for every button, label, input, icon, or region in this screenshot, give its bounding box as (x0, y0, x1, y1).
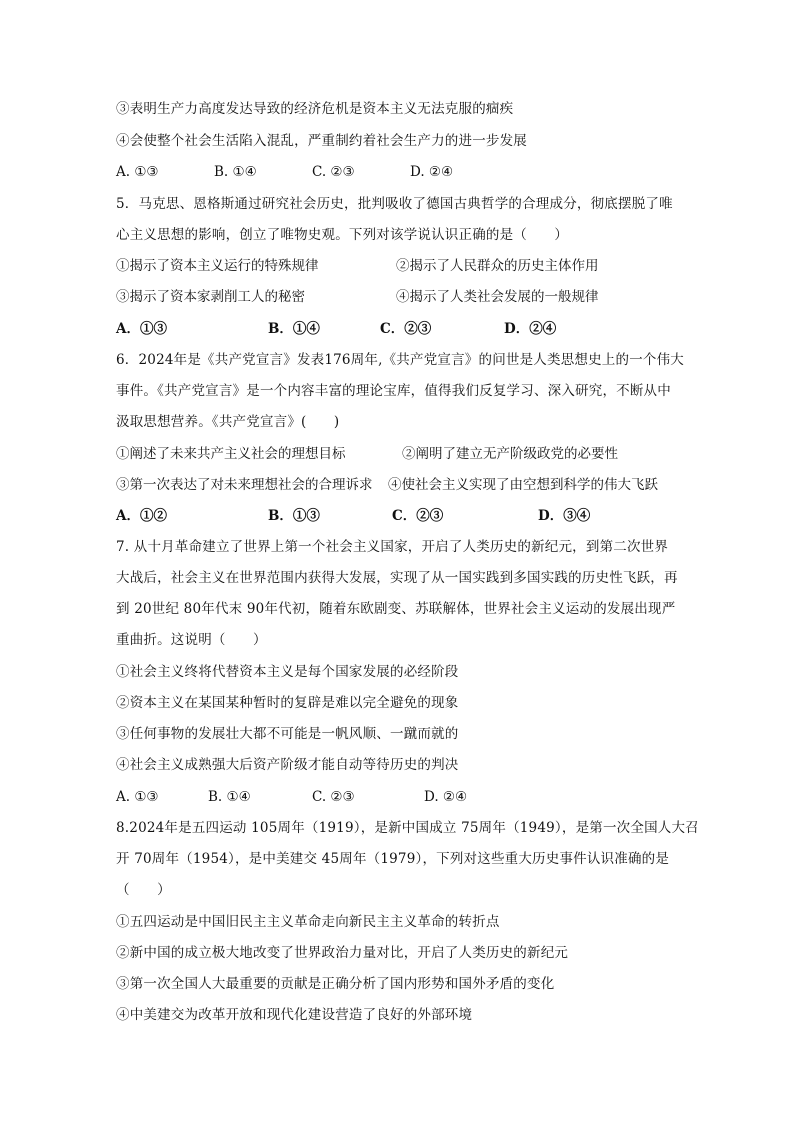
q8-option-1: ①五四运动是中国旧民主主义革命走向新民主主义革命的转折点 (116, 914, 500, 930)
q4-choice-c: C. ②③ (312, 164, 355, 180)
q5-option-4: ④揭示了人类社会发展的一般规律 (396, 289, 599, 305)
q6-options-row-1 (116, 445, 696, 463)
q5-options-row-1 (116, 257, 696, 275)
q7-stem-line-2: 大战后，社会主义在世界范围内获得大发展，实现了从一国实践到多国实践的历史性飞跃，再 (116, 570, 678, 586)
q6-stem-line-2: 事件。《共产党宣言》是一个内容丰富的理论宝库，值得我们反复学习、深入研究，不断从中 (116, 383, 671, 399)
q7-stem-line-4: 重曲折。这说明（ ） (116, 632, 267, 648)
q8-option-2: ②新中国的成立极大地改变了世界政治力量对比，开启了人类历史的新纪元 (116, 945, 569, 961)
q4-choice-a: A. ①③ (116, 164, 159, 180)
q5-choices (116, 320, 686, 338)
q7-choice-a: A. ①③ (116, 789, 159, 805)
q4-choices (116, 163, 686, 181)
q8-option-4: ④中美建交为改革开放和现代化建设营造了良好的外部环境 (116, 1007, 473, 1023)
q6-option-3: ③第一次表达了对未来理想社会的合理诉求 (116, 477, 373, 493)
q6-options-row-2 (116, 476, 696, 494)
q6-stem-line-1: 6．2024年是《共产党宣言》发表176周年,《共产党宣言》的问世是人类思想史上的一个伟大 (116, 352, 685, 368)
q7-stem-line-1: 7. 从十月革命建立了世界上第一个社会主义国家，开启了人类历史的新纪元，到第二次世界 (116, 539, 669, 555)
q5-option-1: ①揭示了资本主义运行的特殊规律 (116, 258, 319, 274)
q7-choice-d: D. ②④ (424, 789, 468, 805)
q5-stem-line-1: 5．马克思、恩格斯通过研究社会历史，批判吸收了德国古典哲学的合理成分，彻底摆脱了唯 (116, 196, 673, 212)
q6-choices (116, 507, 686, 525)
q4-option-3: ③表明生产力高度发达导致的经济危机是资本主义无法克服的痼疾 (116, 101, 514, 117)
q7-option-2: ②资本主义在某国某种暂时的复辟是难以完全避免的现象 (116, 695, 459, 711)
q5-choice-d: D．②④ (504, 321, 557, 337)
q6-choice-c: C．②③ (392, 508, 444, 524)
q5-choice-b: B．①④ (268, 321, 320, 337)
q6-option-4: ④使社会主义实现了由空想到科学的伟大飞跃 (388, 477, 658, 493)
q5-choice-a: A．①③ (116, 321, 167, 337)
q6-choice-a: A．①② (116, 508, 167, 524)
q5-stem-line-2: 心主义思想的影响，创立了唯物史观。下列对该学说认识正确的是（ ） (116, 227, 569, 243)
q7-option-4: ④社会主义成熟强大后资产阶级才能自动等待历史的判决 (116, 757, 459, 773)
q7-option-1: ①社会主义终将代替资本主义是每个国家发展的必经阶段 (116, 664, 459, 680)
q5-choice-c: C．②③ (380, 321, 432, 337)
q8-stem-line-1: 8.2024年是五四运动 105周年（1919），是新中国成立 75周年（1949），是第一次全国人大召 (116, 820, 699, 836)
q8-stem-line-3: （ ） (116, 882, 171, 898)
q8-stem-line-2: 开 70周年（1954），是中美建交 45周年（1979），下列对这些重大历史事件认识准确的是 (116, 851, 670, 867)
q6-stem-line-3: 汲取思想营养。《共产党宣言》( ) (116, 414, 340, 430)
q5-option-2: ②揭示了人民群众的历史主体作用 (396, 258, 599, 274)
q6-choice-b: B．①③ (268, 508, 320, 524)
q7-choice-c: C. ②③ (312, 789, 355, 805)
q4-option-4: ④会使整个社会生活陷入混乱，严重制约着社会生产力的进一步发展 (116, 133, 527, 149)
q5-options-row-2 (116, 288, 696, 306)
q6-option-1: ①阐述了未来共产主义社会的理想目标 (116, 446, 346, 462)
q4-choice-b: B. ①④ (214, 164, 257, 180)
q7-choices (116, 788, 686, 806)
q4-choice-d: D. ②④ (410, 164, 454, 180)
q7-option-3: ③任何事物的发展壮大都不可能是一帆风顺、一蹴而就的 (116, 726, 459, 742)
q6-option-2: ②阐明了建立无产阶级政党的必要性 (402, 446, 618, 462)
q5-option-3: ③揭示了资本家剥削工人的秘密 (116, 289, 305, 305)
q6-choice-d: D．③④ (538, 508, 591, 524)
q8-option-3: ③第一次全国人大最重要的贡献是正确分析了国内形势和国外矛盾的变化 (116, 976, 555, 992)
q7-stem-line-3: 到 20世纪 80年代末 90年代初，随着东欧剧变、苏联解体，世界社会主义运动的发展出现严 (116, 601, 676, 617)
q7-choice-b: B. ①④ (208, 789, 251, 805)
